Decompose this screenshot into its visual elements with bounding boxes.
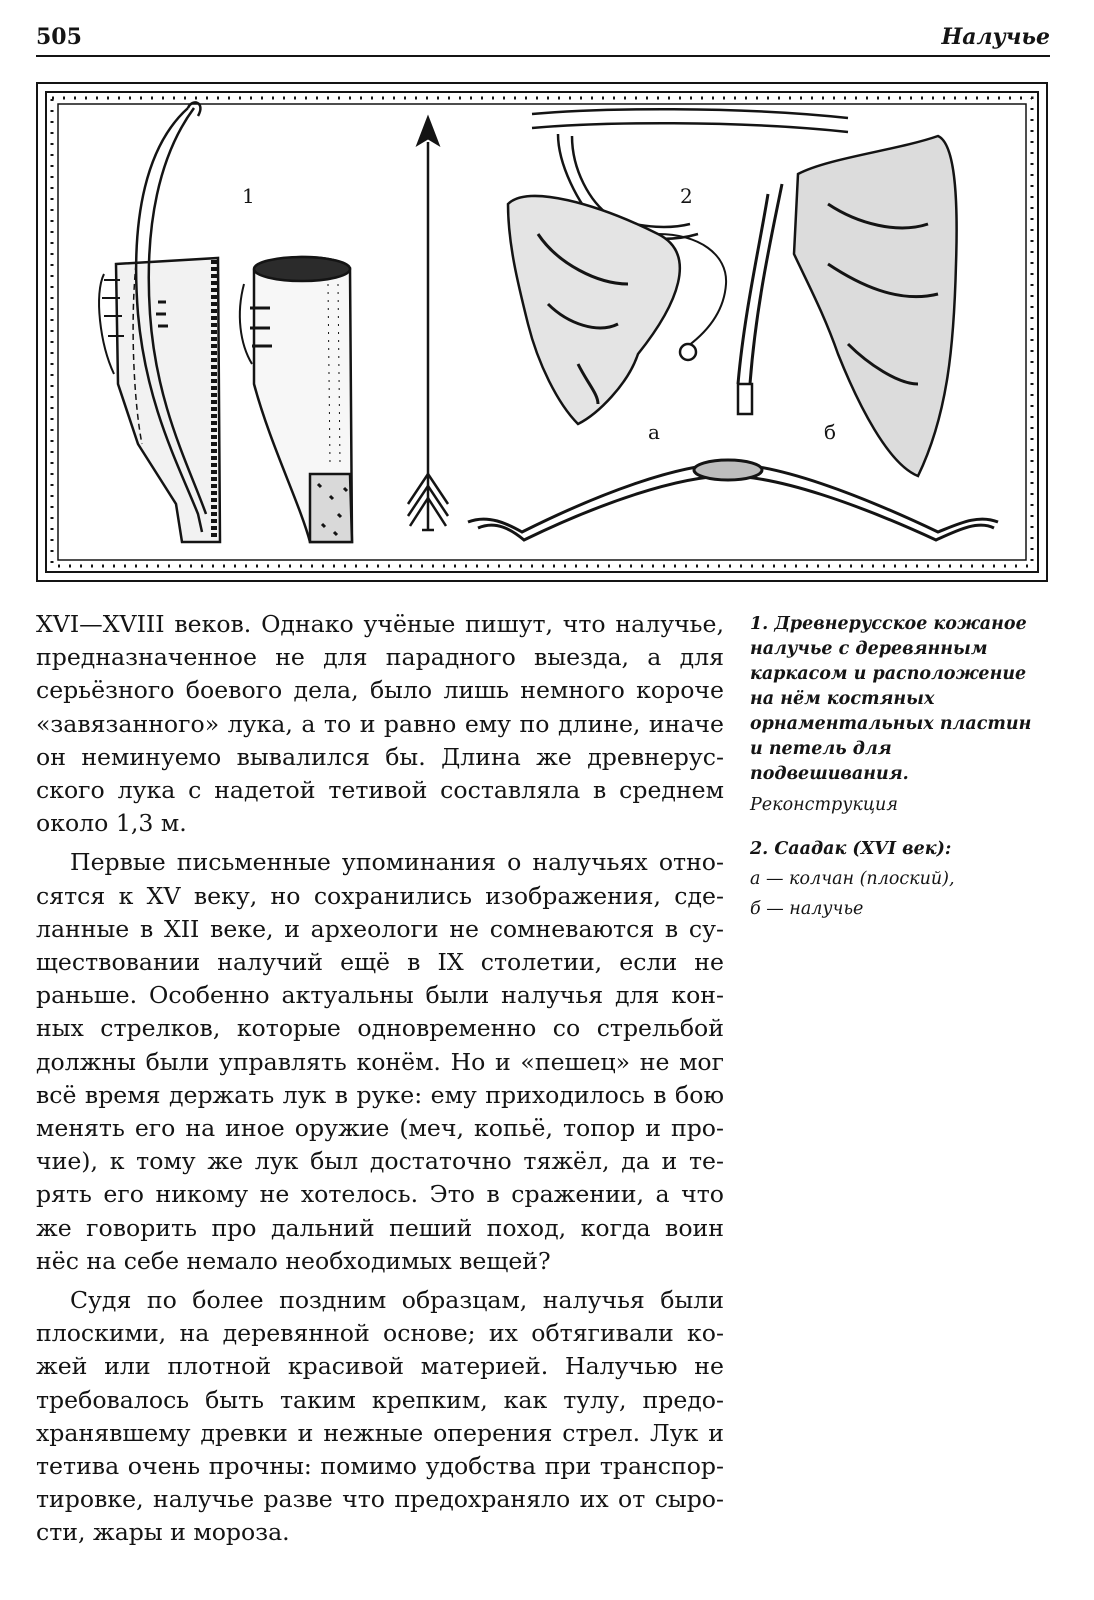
paragraph-3: Судя по более поздним образцам, налучья были плоскими, на деревянной основе; их обтягивали кожей или плотной красивой материей. Налучью не требовалось быть таким крепким, как тулу, предохранявшему древки и нежные оперения стрел. Лук и тетива очень прочны: помимо удобства при транспортировке, налучье разве что предохраняло их от сырости, жары и мороза. — [36, 1286, 724, 1547]
figure-caption — [750, 612, 1050, 924]
main-text-column — [36, 608, 724, 1556]
caption-item-2: 2. Саадак (XVI век): — [750, 839, 952, 859]
saadak-bow-case-drawing — [738, 136, 957, 476]
quiver-drawing — [508, 109, 848, 424]
page-header — [36, 22, 1050, 56]
header-rule — [36, 55, 1050, 57]
page-number: 505 — [36, 24, 82, 50]
figure-label-1: 1 — [242, 184, 255, 208]
bow-case-drawing — [99, 102, 220, 542]
paragraph-1: XVI—XVIII веков. Однако учёные пишут, что налучье, предназначенное не для парадного выезда, а для серьёзного боевого дела, было лишь немного короче «завязанного» лука, а то и равно ему по длине, иначе он неминуемо вывалился бы. Длина же древнерусского лука с надетой тетивой составляла в среднем около 1,3 м. — [36, 610, 724, 838]
caption-item-1-note: Реконструкция — [750, 795, 898, 815]
caption-item-1: 1. Древнерусское кожаное налучье с деревянным каркасом и расположение на нём костяных орнаментальных пластин и петель для подвешивания. — [750, 614, 1032, 784]
figure-artwork — [38, 84, 1046, 580]
leather-case-drawing — [240, 257, 352, 542]
running-title: Налучье — [941, 24, 1050, 50]
figure-label-a: а — [648, 420, 660, 444]
figure-label-2: 2 — [680, 184, 693, 208]
caption-item-2b: б — налучье — [750, 899, 864, 919]
arrow-drawing — [408, 118, 448, 530]
caption-item-2a: а — колчан (плоский), — [750, 869, 955, 889]
figure-label-b: б — [824, 420, 837, 444]
illustration-figure — [36, 82, 1048, 582]
paragraph-2: Первые письменные упоминания о налучьях относятся к XV веку, но сохранились изображения, сделанные в XII веке, и археологи не сомневаются в существовании налучий ещё в IX столетии, если не раньше. Особенно актуальны были налучья для конных стрелков, которые одновременно со стрельбой должны были управлять конём. Но и «пешец» не мог всё время держать лук в руке: ему приходилось в бою менять его на иное оружие (меч, копьё, топор и прочие), к тому же лук был достаточно тяжёл, да и терять его никому не хотелось. Это в сражении, а что же говорить про дальний пеший поход, когда воин нёс на себе немало необходимых вещей? — [36, 848, 724, 1275]
